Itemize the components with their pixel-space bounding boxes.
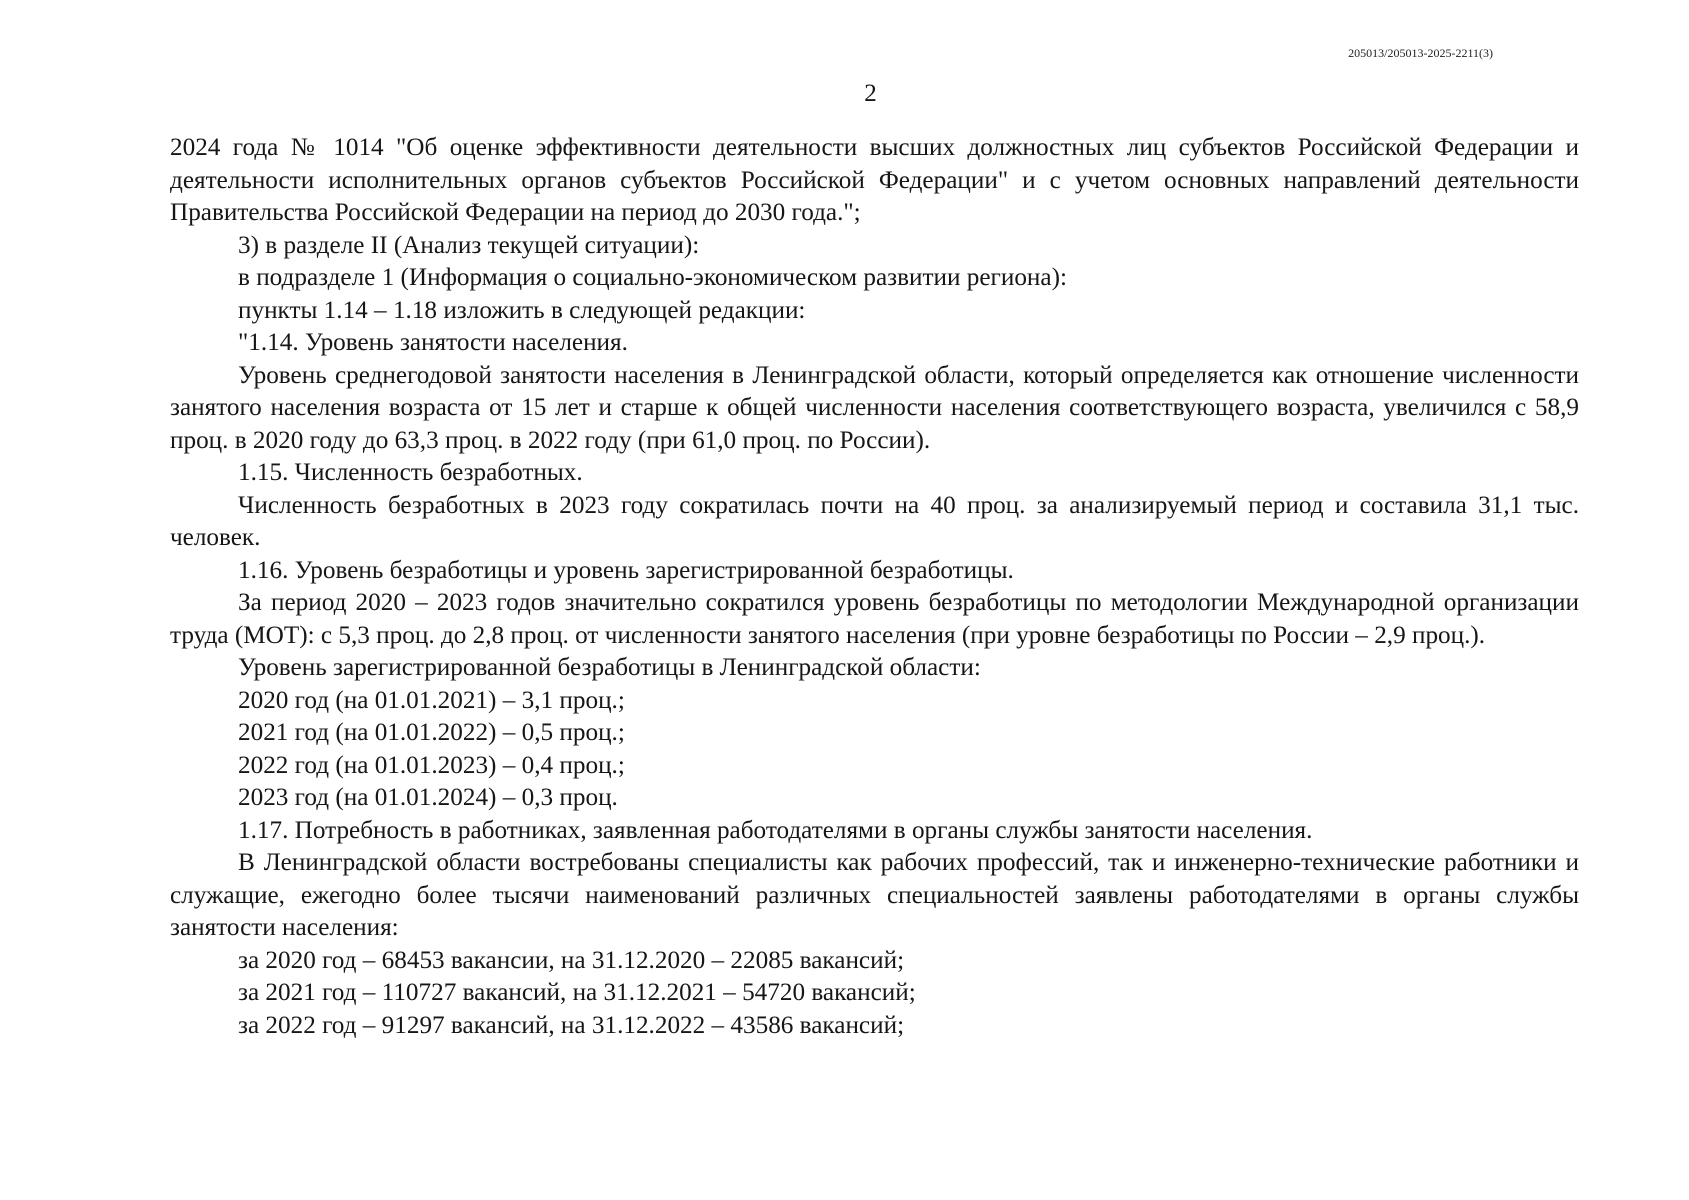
page-number: 2	[864, 80, 877, 107]
paragraph-employment-level: Уровень среднегодовой занятости населения в Ленинградской области, который определяется как отношение численности занятого населения возраста от 15 лет и старше к общей численности населения соответствующего возраста, увеличился с 58,9 проц. в 2020 году до 63,3 проц. в 2022 году (при 61,0 проц. по России).	[170, 361, 1579, 454]
list-item-2020: 2020 год (на 01.01.2021) – 3,1 проц.;	[238, 686, 625, 714]
vacancies-2021: за 2021 год – 110727 вакансий, на 31.12.2021 – 54720 вакансий;	[238, 979, 916, 1006]
vacancies-2020: за 2020 год – 68453 вакансии, на 31.12.2020 – 22085 вакансий;	[238, 946, 905, 974]
heading-1-15: 1.15. Численность безработных.	[238, 459, 583, 486]
paragraph-unemployment-rate: За период 2020 – 2023 годов значительно сократился уровень безработицы по методологии Международной организации труда (МОТ): с 5,3 проц. до 2,8 проц. от численности занятого населения (при уровне безработицы по России – 2,9 проц.).	[170, 589, 1579, 649]
paragraph-items-instruction: пункты 1.14 – 1.18 изложить в следующей редакции:	[238, 296, 806, 324]
list-item-2023: 2023 год (на 01.01.2024) – 0,3 проц.	[238, 784, 618, 811]
heading-1-16: 1.16. Уровень безработицы и уровень зарегистрированной безработицы.	[238, 556, 1014, 584]
paragraph-section-amendment: 3) в разделе II (Анализ текущей ситуации):	[238, 231, 700, 259]
vacancies-2022: за 2022 год – 91297 вакансий, на 31.12.2022 – 43586 вакансий;	[238, 1011, 905, 1039]
paragraph-unemployed-count: Численность безработных в 2023 году сократилась почти на 40 проц. за анализируемый период и составила 31,1 тыс. человек.	[170, 491, 1579, 551]
paragraph-continuation: 2024 года № 1014 "Об оценке эффективности деятельности высших должностных лиц субъектов Российской Федерации и деятельности исполнительных органов субъектов Российской Федерации" и с учетом основных направлений деятельности Правительства Российской Федерации на период до 2030 года.";	[170, 134, 1579, 226]
list-item-2021: 2021 год (на 01.01.2022) – 0,5 проц.;	[238, 719, 625, 746]
paragraph-subsection-amendment: в подразделе 1 (Информация о социально-экономическом развитии региона):	[238, 264, 1067, 291]
document-registration-number: 205013/205013-2025-2211(3)	[1348, 46, 1493, 60]
heading-1-14: "1.14. Уровень занятости населения.	[238, 329, 628, 356]
paragraph-registered-unemployment: Уровень зарегистрированной безработицы в Ленинградской области:	[238, 654, 981, 681]
paragraph-demand-for-workers: В Ленинградской области востребованы специалисты как рабочих профессий, так и инженерно-технические работники и служащие, ежегодно более тысячи наименований различных специальностей заявлены работодателями в органы службы занятости населения:	[170, 849, 1579, 941]
heading-1-17: 1.17. Потребность в работниках, заявленная работодателями в органы службы занятости населения.	[238, 816, 1313, 844]
list-item-2022: 2022 год (на 01.01.2023) – 0,4 проц.;	[238, 751, 625, 779]
document-body	[170, 132, 1579, 1042]
